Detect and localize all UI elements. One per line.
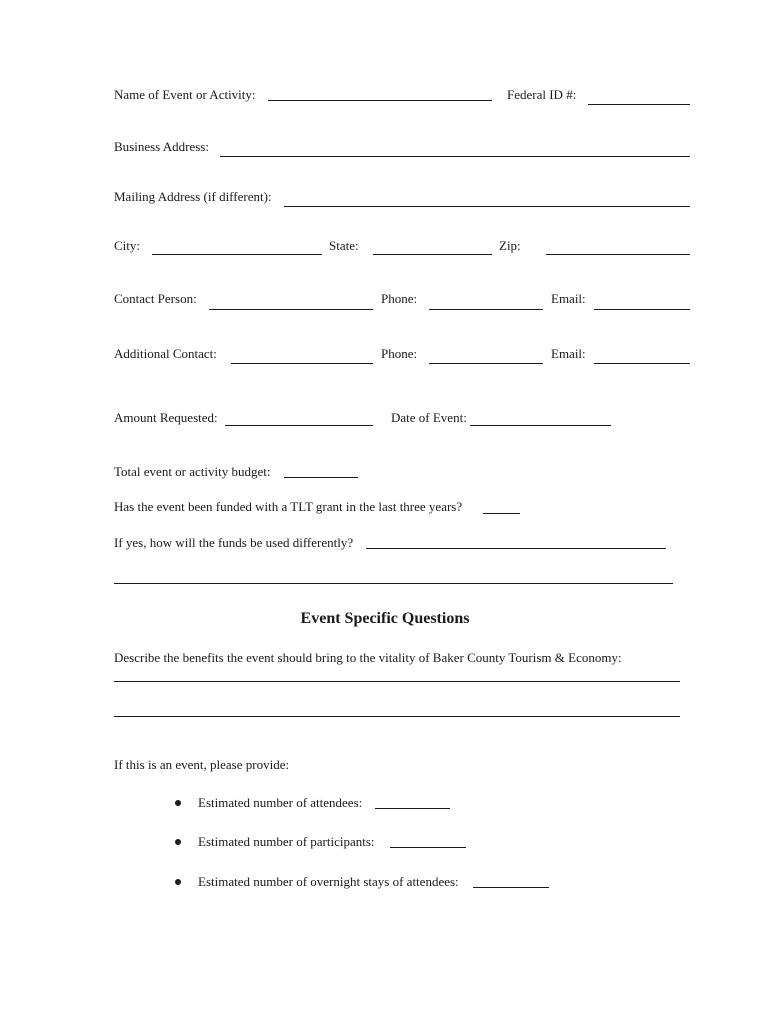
zip-label: Zip: bbox=[499, 238, 521, 253]
city-field[interactable] bbox=[152, 254, 322, 255]
phone2-label: Phone: bbox=[381, 346, 418, 361]
phone-label: Phone: bbox=[381, 291, 418, 306]
overnight-stays-field[interactable] bbox=[473, 887, 549, 888]
federal-id-field[interactable] bbox=[588, 104, 690, 105]
participants-label: Estimated number of participants: bbox=[198, 834, 375, 849]
section-heading: Event Specific Questions bbox=[300, 610, 470, 627]
contact-person-label: Contact Person: bbox=[114, 291, 197, 306]
state-field[interactable] bbox=[373, 254, 492, 255]
business-address-label: Business Address: bbox=[114, 139, 209, 154]
event-name-label: Name of Event or Activity: bbox=[114, 87, 256, 102]
phone-field[interactable] bbox=[429, 309, 543, 310]
benefits-field-line-1[interactable] bbox=[114, 681, 680, 682]
funds-used-field[interactable] bbox=[366, 548, 666, 549]
amount-requested-field[interactable] bbox=[225, 425, 373, 426]
attendees-field[interactable] bbox=[375, 808, 450, 809]
city-label: City: bbox=[114, 238, 141, 253]
event-name-field[interactable] bbox=[268, 100, 492, 101]
email2-label: Email: bbox=[551, 346, 586, 361]
federal-id-label: Federal ID #: bbox=[507, 87, 577, 102]
funds-used-field-line-2[interactable] bbox=[114, 583, 673, 584]
amount-requested-label: Amount Requested: bbox=[114, 410, 218, 425]
attendees-label: Estimated number of attendees: bbox=[198, 795, 363, 810]
funds-used-label: If yes, how will the funds be used differently? bbox=[114, 535, 354, 550]
bullet-icon bbox=[175, 879, 181, 885]
tlt-funded-field[interactable] bbox=[483, 513, 520, 514]
email2-field[interactable] bbox=[594, 363, 690, 364]
bullet-icon bbox=[175, 839, 181, 845]
total-budget-field[interactable] bbox=[284, 477, 358, 478]
email-label: Email: bbox=[551, 291, 586, 306]
tlt-funded-label: Has the event been funded with a TLT grant in the last three years? bbox=[114, 499, 463, 514]
additional-contact-field[interactable] bbox=[231, 363, 373, 364]
email-field[interactable] bbox=[594, 309, 690, 310]
overnight-stays-label: Estimated number of overnight stays of attendees: bbox=[198, 874, 459, 889]
business-address-field[interactable] bbox=[220, 156, 690, 157]
event-provide-label: If this is an event, please provide: bbox=[114, 757, 290, 772]
zip-field[interactable] bbox=[546, 254, 690, 255]
phone2-field[interactable] bbox=[429, 363, 543, 364]
additional-contact-label: Additional Contact: bbox=[114, 346, 217, 361]
date-of-event-label: Date of Event: bbox=[391, 410, 467, 425]
mailing-address-field[interactable] bbox=[284, 206, 690, 207]
contact-person-field[interactable] bbox=[209, 309, 373, 310]
describe-benefits-label: Describe the benefits the event should bring to the vitality of Baker County Tourism & Economy: bbox=[114, 650, 622, 665]
bullet-icon bbox=[175, 800, 181, 806]
mailing-address-label: Mailing Address (if different): bbox=[114, 189, 272, 204]
participants-field[interactable] bbox=[390, 847, 466, 848]
total-budget-label: Total event or activity budget: bbox=[114, 464, 271, 479]
benefits-field-line-2[interactable] bbox=[114, 716, 680, 717]
state-label: State: bbox=[329, 238, 359, 253]
date-of-event-field[interactable] bbox=[470, 425, 611, 426]
